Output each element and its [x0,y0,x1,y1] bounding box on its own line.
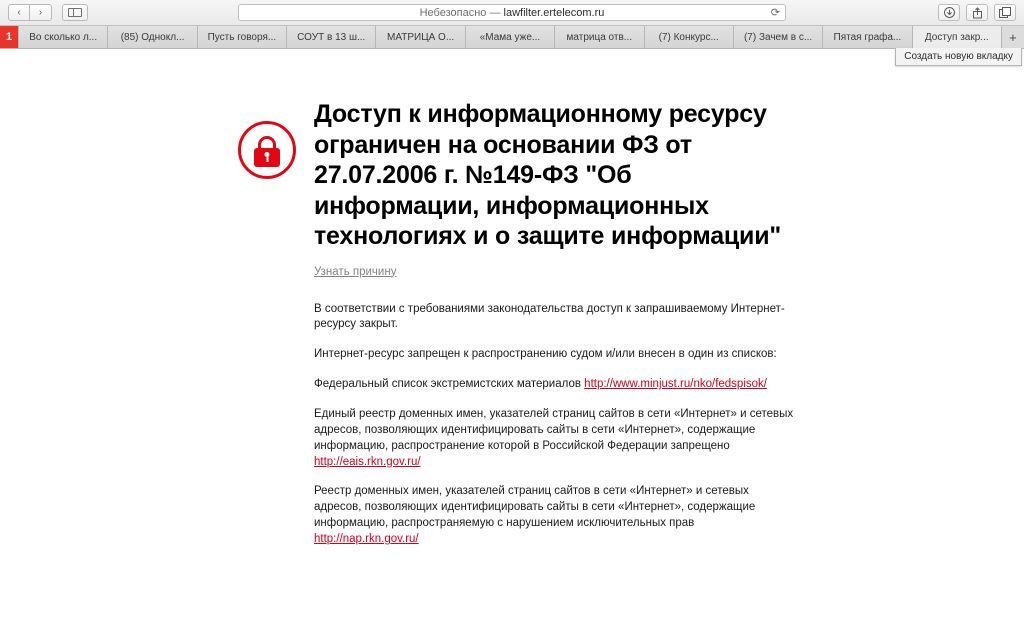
sidebar-toggle-button[interactable] [62,4,88,21]
forward-arrow-icon: › [38,7,43,18]
tab-label: Пятая графа... [833,31,902,43]
tab-label: (85) Однокл... [120,31,185,43]
paragraph-text: Интернет-ресурс запрещен к распространению судом и/или внесен в один из списков: [314,348,777,361]
tab-label: Доступ закр... [924,31,989,43]
learn-reason-link[interactable]: Узнать причину [314,265,397,278]
tab-label: СОУТ в 13 ш... [297,31,366,43]
registry-link[interactable]: http://eais.rkn.gov.ru/ [314,455,421,468]
tab-label: матрица отв... [566,31,633,43]
paragraph-text: В соответствии с требованиями законодательства доступ к запрашиваемому Интернет-ресурсу закрыт. [314,302,785,331]
sidebar-icon [68,8,82,17]
tab-label: «Мама уже... [479,31,541,43]
browser-tab[interactable] [734,26,823,48]
block-page-content [238,99,798,562]
tab-overview-button[interactable] [994,4,1016,21]
security-status-label: Небезопасно [419,6,487,19]
lock-body [254,148,280,167]
lock-icon [238,121,296,179]
paragraph [314,407,798,470]
back-arrow-icon: ‹ [17,7,21,18]
browser-tab[interactable] [645,26,734,48]
browser-tab[interactable] [19,26,108,48]
paragraph [314,302,798,334]
tab-label: МАТРИЦА О... [387,31,455,43]
paragraph [314,484,798,547]
tab-label: (7) Конкурс... [658,31,719,43]
browser-tab[interactable] [198,26,287,48]
page-viewport [0,49,1024,640]
address-bar-text [420,7,605,19]
reload-icon[interactable]: ⟳ [770,7,780,19]
browser-tab[interactable] [108,26,197,48]
registry-link[interactable]: http://www.minjust.ru/nko/fedspisok/ [584,378,767,391]
navigation-buttons [8,4,52,21]
browser-tab[interactable] [555,26,644,48]
address-bar[interactable] [238,4,786,21]
toolbar-right-group [938,4,1016,21]
browser-tab[interactable] [823,26,912,48]
paragraph-text: Реестр доменных имен, указателей страниц сайтов в сети «Интернет» и сетевых адресов, позволяющих идентифицировать сайты в сети «Интернет», содержащие информацию, распространяемую с нарушением исключительных прав [314,485,756,530]
url-label: lawfilter.ertelecom.ru [503,6,605,19]
paragraph [314,377,798,393]
downloads-button[interactable] [938,4,960,21]
tab-label: (7) Зачем в с... [743,31,813,43]
page-body [314,302,798,548]
tabs-icon [999,7,1011,18]
download-icon [944,7,955,18]
browser-tab[interactable] [466,26,555,48]
tab-label: Пусть говоря... [207,31,277,43]
forward-button[interactable] [30,4,52,21]
new-tab-tooltip: Создать новую вкладку [895,48,1022,66]
address-separator: — [486,6,504,19]
browser-tab[interactable] [376,26,465,48]
tab-strip [0,26,1024,62]
browser-toolbar [0,0,1024,26]
browser-tab[interactable] [287,26,376,48]
share-button[interactable] [966,4,988,21]
tab-count-badge: 1 [0,26,19,48]
tab-label: Во сколько л... [29,31,98,43]
back-button[interactable] [8,4,30,21]
browser-tab-active[interactable] [913,26,1002,48]
paragraph [314,347,798,363]
page-header [238,99,798,252]
share-icon [972,7,983,19]
paragraph-text: Федеральный список экстремистских материалов [314,378,585,391]
new-tab-button[interactable]: + [1002,26,1024,48]
lock-keyhole [265,152,270,157]
paragraph-text: Единый реестр доменных имен, указателей страниц сайтов в сети «Интернет» и сетевых адресов, позволяющих идентифицировать сайты в сети «Интернет», содержащие информацию, распространение которой в Российской Федерации запрещено [314,407,794,452]
page-title: Доступ к информационному ресурсу ограничен на основании ФЗ от 27.07.2006 г. №149-ФЗ "Об информации, информационных технологиях и о защите информации" [314,100,782,250]
registry-link[interactable]: http://nap.rkn.gov.ru/ [314,532,419,545]
